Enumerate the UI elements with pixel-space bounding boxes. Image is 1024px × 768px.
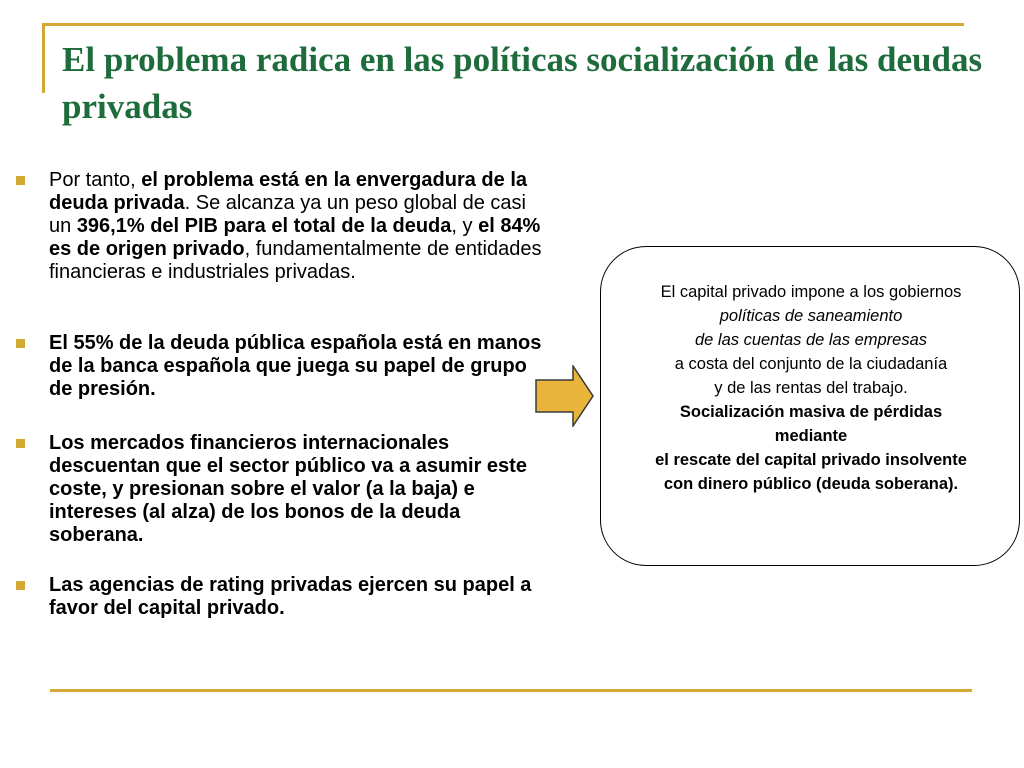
top-rule [42,23,964,26]
square-bullet-icon [16,439,25,448]
bullet-item: El 55% de la deuda pública española está en manos de la banca española que juega su papel de grupo de presión. [49,332,549,401]
square-bullet-icon [16,339,25,348]
bottom-rule [50,689,972,692]
square-bullet-icon [16,176,25,185]
right-arrow-icon [535,365,595,427]
callout-text: El capital privado impone a los gobiernos políticas de saneamiento de las cuentas de las empresas a costa del conjunto de la ciudadanía y de las rentas del trabajo. Socialización masiva de pérdidas mediante el rescate del capital privado insolvente con dinero público (deuda soberana). [655,283,967,493]
square-bullet-icon [16,581,25,590]
left-rule [42,23,45,93]
bullet-item: Por tanto, el problema está en la envergadura de la deuda privada. Se alcanza ya un peso global de casi un 396,1% del PIB para el total de la deuda, y el 84% es de origen privado, fundamentalmente de entidades financieras e industriales privadas. [49,169,549,284]
bullet-item: Las agencias de rating privadas ejercen su papel a favor del capital privado. [49,574,549,620]
callout-box [600,246,1020,566]
bullet-item: Los mercados financieros internacionales descuentan que el sector público va a asumir este coste, y presionan sobre el valor (a la baja) e intereses (al alza) de los bonos de la deuda soberana. [49,432,549,547]
slide-title: El problema radica en las políticas socialización de las deudas privadas [62,40,983,126]
